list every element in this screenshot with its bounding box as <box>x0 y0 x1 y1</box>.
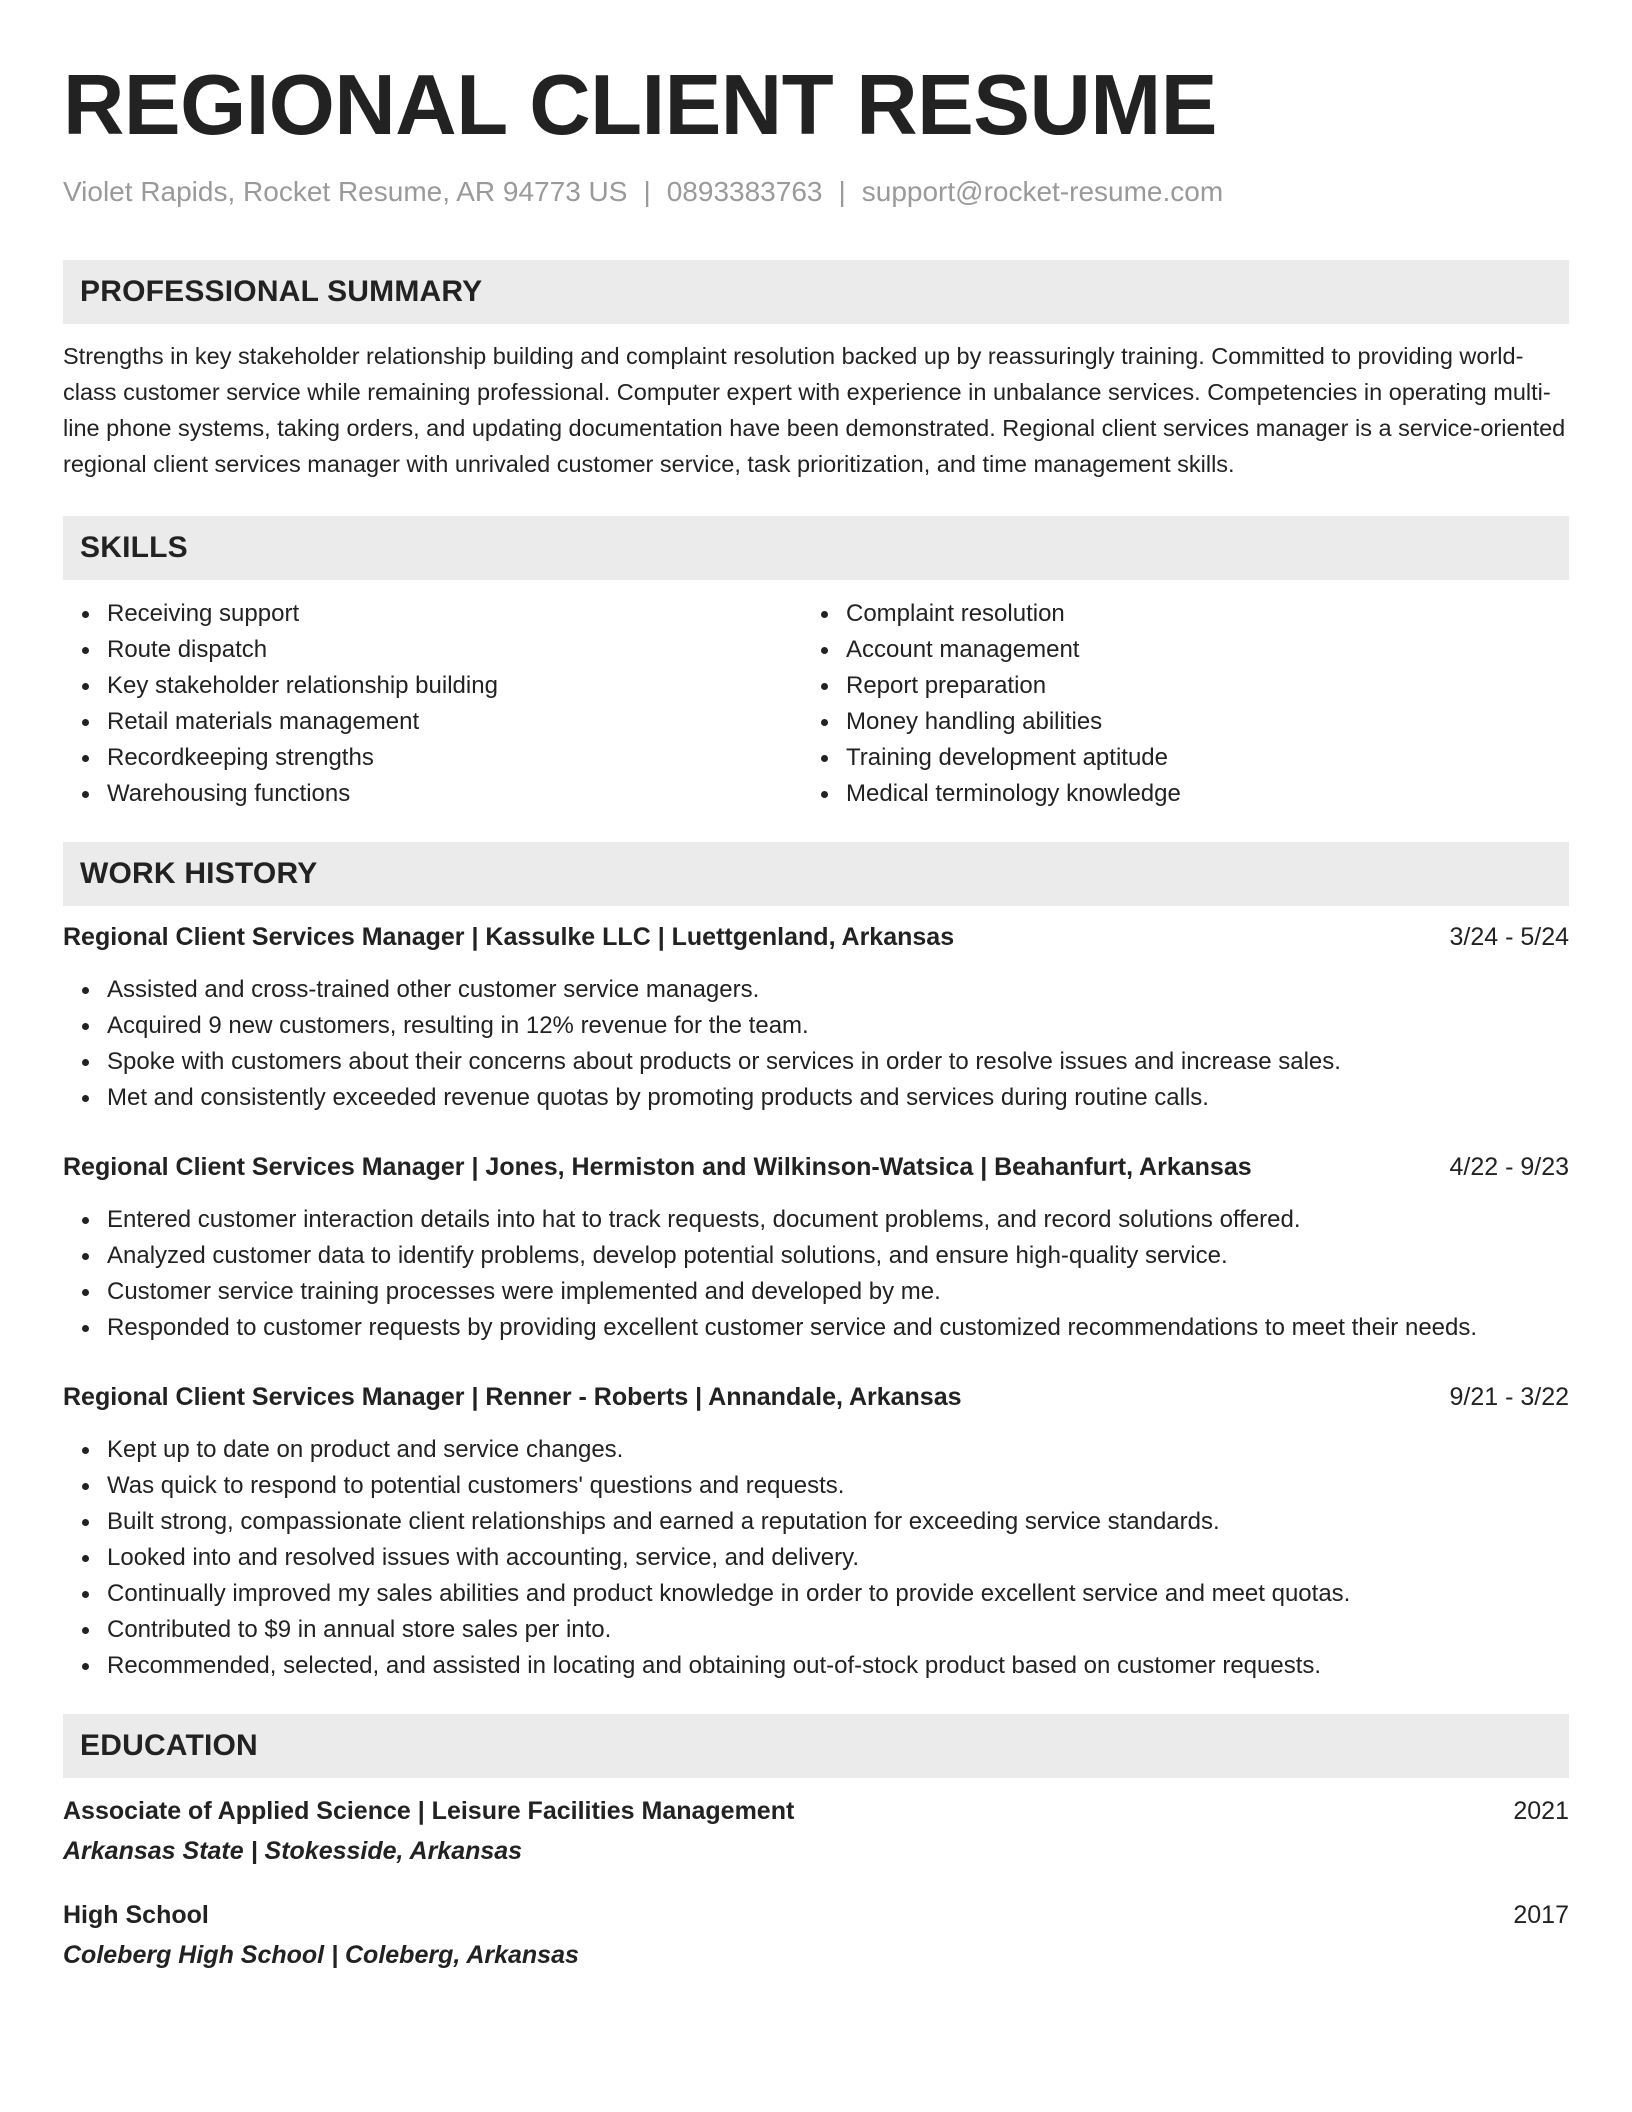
skill-item: Recordkeeping strengths <box>107 740 802 776</box>
skill-item: Training development aptitude <box>846 740 1541 776</box>
job-header <box>63 1150 1569 1184</box>
job-bullet: Acquired 9 new customers, resulting in 12% revenue for the team. <box>107 1008 1569 1044</box>
contact-separator: | <box>838 176 846 207</box>
contact-line <box>63 174 1569 210</box>
skill-item: Receiving support <box>107 596 802 632</box>
job-bullet: Analyzed customer data to identify problems, develop potential solutions, and ensure high-quality service. <box>107 1238 1569 1274</box>
job-bullet: Customer service training processes were implemented and developed by me. <box>107 1274 1569 1310</box>
education-school: Arkansas State | Stokesside, Arkansas <box>63 1837 523 1865</box>
education-year: 2021 <box>1513 1797 1569 1825</box>
job-entry <box>63 1150 1569 1346</box>
skill-item: Route dispatch <box>107 632 802 668</box>
section-heading-work-history: WORK HISTORY <box>63 842 1569 906</box>
education-entry <box>63 1898 1569 1972</box>
skills-column-right <box>802 596 1541 812</box>
job-bullets <box>63 1432 1569 1684</box>
skill-item: Retail materials management <box>107 704 802 740</box>
job-bullet: Continually improved my sales abilities and product knowledge in order to provide excellent service and meet quotas. <box>107 1576 1569 1612</box>
section-heading-education: EDUCATION <box>63 1714 1569 1778</box>
skill-item: Complaint resolution <box>846 596 1541 632</box>
job-bullet: Recommended, selected, and assisted in locating and obtaining out-of-stock product based on customer requests. <box>107 1648 1569 1684</box>
job-bullet: Entered customer interaction details into hat to track requests, document problems, and record solutions offered. <box>107 1202 1569 1238</box>
section-heading-skills: SKILLS <box>63 516 1569 580</box>
job-bullet: Was quick to respond to potential customers' questions and requests. <box>107 1468 1569 1504</box>
section-heading-summary: PROFESSIONAL SUMMARY <box>63 260 1569 324</box>
job-dates: 3/24 - 5/24 <box>1449 923 1569 951</box>
job-bullets <box>63 972 1569 1116</box>
skills-column-left <box>63 596 802 812</box>
skill-item: Key stakeholder relationship building <box>107 668 802 704</box>
education-entry <box>63 1794 1569 1868</box>
job-title: Regional Client Services Manager | Jones, Hermiston and Wilkinson-Watsica | Beahanfurt, Arkansas <box>63 1153 1252 1181</box>
contact-phone: 0893383763 <box>666 176 823 207</box>
job-bullet: Built strong, compassionate client relationships and earned a reputation for exceeding service standards. <box>107 1504 1569 1540</box>
job-dates: 9/21 - 3/22 <box>1449 1383 1569 1411</box>
job-bullet: Responded to customer requests by providing excellent customer service and customized recommendations to meet their needs. <box>107 1310 1569 1346</box>
job-bullet: Met and consistently exceeded revenue quotas by promoting products and services during routine calls. <box>107 1080 1569 1116</box>
contact-address: Violet Rapids, Rocket Resume, AR 94773 US <box>63 176 628 207</box>
job-bullet: Kept up to date on product and service changes. <box>107 1432 1569 1468</box>
job-entry <box>63 1380 1569 1684</box>
job-entry <box>63 920 1569 1116</box>
education-school: Coleberg High School | Coleberg, Arkansas <box>63 1941 579 1969</box>
contact-separator: | <box>643 176 651 207</box>
job-bullet: Spoke with customers about their concerns about products or services in order to resolve issues and increase sales. <box>107 1044 1569 1080</box>
job-bullet: Looked into and resolved issues with accounting, service, and delivery. <box>107 1540 1569 1576</box>
job-dates: 4/22 - 9/23 <box>1449 1153 1569 1181</box>
summary-text: Strengths in key stakeholder relationship building and complaint resolution backed up by reassuringly training. Committed to providing world-class customer service while remaining professional. Computer expert with experience in unbalance services. Competencies in operating multi-line phone systems, taking orders, and updating documentation have been demonstrated. Regional client services manager is a service-oriented regional client services manager with unrivaled customer service, task prioritization, and time management skills. <box>63 343 1566 477</box>
job-bullet: Assisted and cross-trained other customer service managers. <box>107 972 1569 1008</box>
job-bullet: Contributed to $9 in annual store sales per into. <box>107 1612 1569 1648</box>
job-bullets <box>63 1202 1569 1346</box>
education-header <box>63 1794 1569 1828</box>
contact-email[interactable]: support@rocket-resume.com <box>861 176 1224 207</box>
skill-item: Medical terminology knowledge <box>846 776 1541 812</box>
skill-item: Warehousing functions <box>107 776 802 812</box>
skill-item: Report preparation <box>846 668 1541 704</box>
skill-item: Money handling abilities <box>846 704 1541 740</box>
skill-item: Account management <box>846 632 1541 668</box>
education-year: 2017 <box>1513 1901 1569 1929</box>
skills-list <box>63 596 1569 812</box>
job-title: Regional Client Services Manager | Renner - Roberts | Annandale, Arkansas <box>63 1383 962 1411</box>
job-header <box>63 1380 1569 1414</box>
education-header <box>63 1898 1569 1932</box>
education-degree: Associate of Applied Science | Leisure Facilities Management <box>63 1797 795 1825</box>
job-title: Regional Client Services Manager | Kassulke LLC | Luettgenland, Arkansas <box>63 923 955 951</box>
resume-title: REGIONAL CLIENT RESUME <box>63 58 1217 153</box>
job-header <box>63 920 1569 954</box>
education-degree: High School <box>63 1901 209 1929</box>
